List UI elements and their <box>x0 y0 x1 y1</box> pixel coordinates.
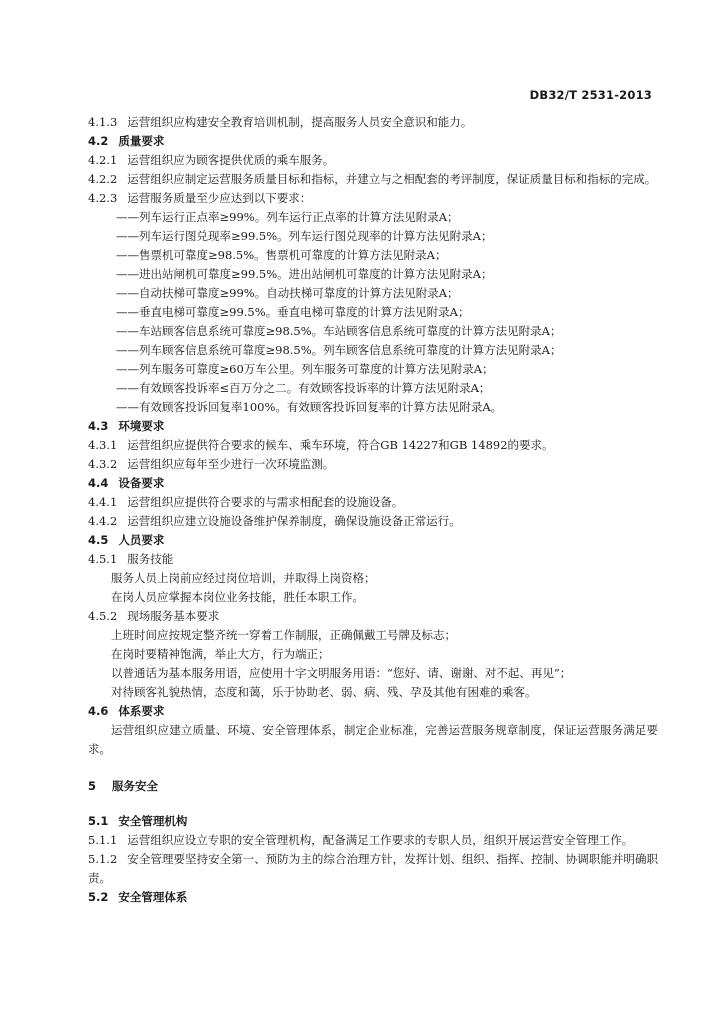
section-number: 4.4 <box>88 476 109 490</box>
section-title: 服务安全 <box>112 779 159 793</box>
section-number: 4.3 <box>88 419 109 433</box>
clause-paragraph <box>88 189 658 208</box>
requirement-line: 以普通话为基本服务用语，应使用十字文明服务用语：“您好、请、谢谢、对不起、再见”； <box>111 666 572 680</box>
list-item: ——列车服务可靠度≥60万车公里。列车服务可靠度的计算方法见附录A； <box>116 362 494 376</box>
section-heading <box>88 474 658 493</box>
clause-number: 4.3.1 <box>88 438 118 452</box>
clause-text: 运营组织应每年至少进行一次环境监测。 <box>127 457 335 471</box>
requirement-line: 服务人员上岗前应经过岗位培训，并取得上岗资格； <box>111 571 376 585</box>
clause-paragraph <box>88 436 658 455</box>
section-number: 4.5.1 <box>88 552 118 566</box>
requirement-line: 在岗时要精神饱满，举止大方，行为端正； <box>111 647 330 661</box>
section-title: 现场服务基本要求 <box>127 609 220 623</box>
list-item: ——列车顾客信息系统可靠度≥98.5%。列车顾客信息系统可靠度的计算方法见附录A； <box>116 343 562 357</box>
clause-number: 4.1.3 <box>88 115 118 129</box>
section-heading <box>88 888 658 907</box>
document-code: DB32/T 2531-2013 <box>529 88 652 102</box>
section-number: 4.6 <box>88 704 109 718</box>
list-item: ——售票机可靠度≥98.5%。售票机可靠度的计算方法见附录A； <box>116 248 447 262</box>
document-body <box>88 113 658 907</box>
section-heading <box>88 417 658 436</box>
requirement-line: 对待顾客礼貌热情，态度和蔼，乐于协助老、弱、病、残、孕及其他有困难的乘客。 <box>111 685 537 699</box>
section-title: 安全管理体系 <box>118 890 188 904</box>
section-heading <box>88 702 658 721</box>
section-heading <box>88 550 658 569</box>
clause-number: 4.3.2 <box>88 457 118 471</box>
section-number: 5.1 <box>88 814 109 828</box>
list-item: ——列车运行正点率≥99%。列车运行正点率的计算方法见附录A； <box>116 210 459 224</box>
requirement-paragraph: 运营组织应建立质量、环境、安全管理体系，制定企业标准，完善运营服务规章制度，保证运营服务满足要求。 <box>88 723 658 756</box>
section-title: 环境要求 <box>118 419 165 433</box>
section-title: 安全管理机构 <box>118 814 188 828</box>
section-title: 人员要求 <box>118 533 165 547</box>
clause-text: 运营组织应建立设施设备维护保养制度，确保设施设备正常运行。 <box>127 514 461 528</box>
clause-number: 5.1.1 <box>88 833 118 847</box>
clause-number: 5.1.2 <box>88 852 118 866</box>
list-item: ——列车运行图兑现率≥99.5%。列车运行图兑现率的计算方法见附录A； <box>116 229 493 243</box>
clause-number: 4.4.1 <box>88 495 118 509</box>
section-title: 设备要求 <box>118 476 165 490</box>
clause-text: 运营服务质量至少应达到以下要求： <box>127 191 312 205</box>
chapter-heading <box>88 777 658 796</box>
clause-paragraph <box>88 455 658 474</box>
requirement-line: 在岗人员应掌握本岗位业务技能，胜任本职工作。 <box>111 590 364 604</box>
clause-paragraph <box>88 113 658 132</box>
clause-text: 运营组织应提供符合要求的候车、乘车环境，符合GB 14227和GB 14892的要求。 <box>127 438 554 452</box>
list-item: ——进出站闸机可靠度≥99.5%。进出站闸机可靠度的计算方法见附录A； <box>116 267 493 281</box>
section-number: 5 <box>88 779 97 793</box>
section-number: 5.2 <box>88 890 109 904</box>
clause-number: 4.4.2 <box>88 514 118 528</box>
clause-paragraph <box>88 831 658 850</box>
list-item: ——有效顾客投诉回复率100%。有效顾客投诉回复率的计算方法见附录A。 <box>116 400 503 414</box>
section-title: 体系要求 <box>118 704 165 718</box>
section-title: 质量要求 <box>118 134 165 148</box>
clause-text: 运营组织应设立专职的安全管理机构，配备满足工作要求的专职人员，组织开展运营安全管理工作。 <box>127 833 634 847</box>
clause-number: 4.2.3 <box>88 191 118 205</box>
clause-text: 运营组织应提供符合要求的与需求相配套的设施设备。 <box>127 495 404 509</box>
list-item: ——车站顾客信息系统可靠度≥98.5%。车站顾客信息系统可靠度的计算方法见附录A； <box>116 324 562 338</box>
section-heading <box>88 607 658 626</box>
clause-text: 运营组织应构建安全教育培训机制，提高服务人员安全意识和能力。 <box>127 115 473 129</box>
clause-text: 运营组织应制定运营服务质量目标和指标，并建立与之相配套的考评制度，保证质量目标和指标的完成。 <box>127 172 657 186</box>
clause-paragraph <box>88 493 658 512</box>
clause-paragraph <box>88 512 658 531</box>
section-number: 4.5.2 <box>88 609 118 623</box>
clause-text: 运营组织应为顾客提供优质的乘车服务。 <box>127 153 335 167</box>
list-item: ——垂直电梯可靠度≥99.5%。垂直电梯可靠度的计算方法见附录A； <box>116 305 470 319</box>
clause-paragraph <box>88 850 658 888</box>
section-heading <box>88 132 658 151</box>
section-heading <box>88 812 658 831</box>
clause-number: 4.2.2 <box>88 172 118 186</box>
list-item: ——自动扶梯可靠度≥99%。自动扶梯可靠度的计算方法见附录A； <box>116 286 459 300</box>
clause-number: 4.2.1 <box>88 153 118 167</box>
section-heading <box>88 531 658 550</box>
requirement-line: 上班时间应按规定整齐统一穿着工作制服，正确佩戴工号牌及标志； <box>111 628 456 642</box>
section-number: 4.2 <box>88 134 109 148</box>
clause-text: 安全管理要坚持安全第一、预防为主的综合治理方针，发挥计划、组织、指挥、控制、协调职能并明确职责。 <box>88 852 658 885</box>
section-title: 服务技能 <box>127 552 174 566</box>
clause-paragraph <box>88 170 658 189</box>
clause-paragraph <box>88 151 658 170</box>
list-item: ——有效顾客投诉率≤百万分之二。有效顾客投诉率的计算方法见附录A； <box>116 381 491 395</box>
section-number: 4.5 <box>88 533 109 547</box>
